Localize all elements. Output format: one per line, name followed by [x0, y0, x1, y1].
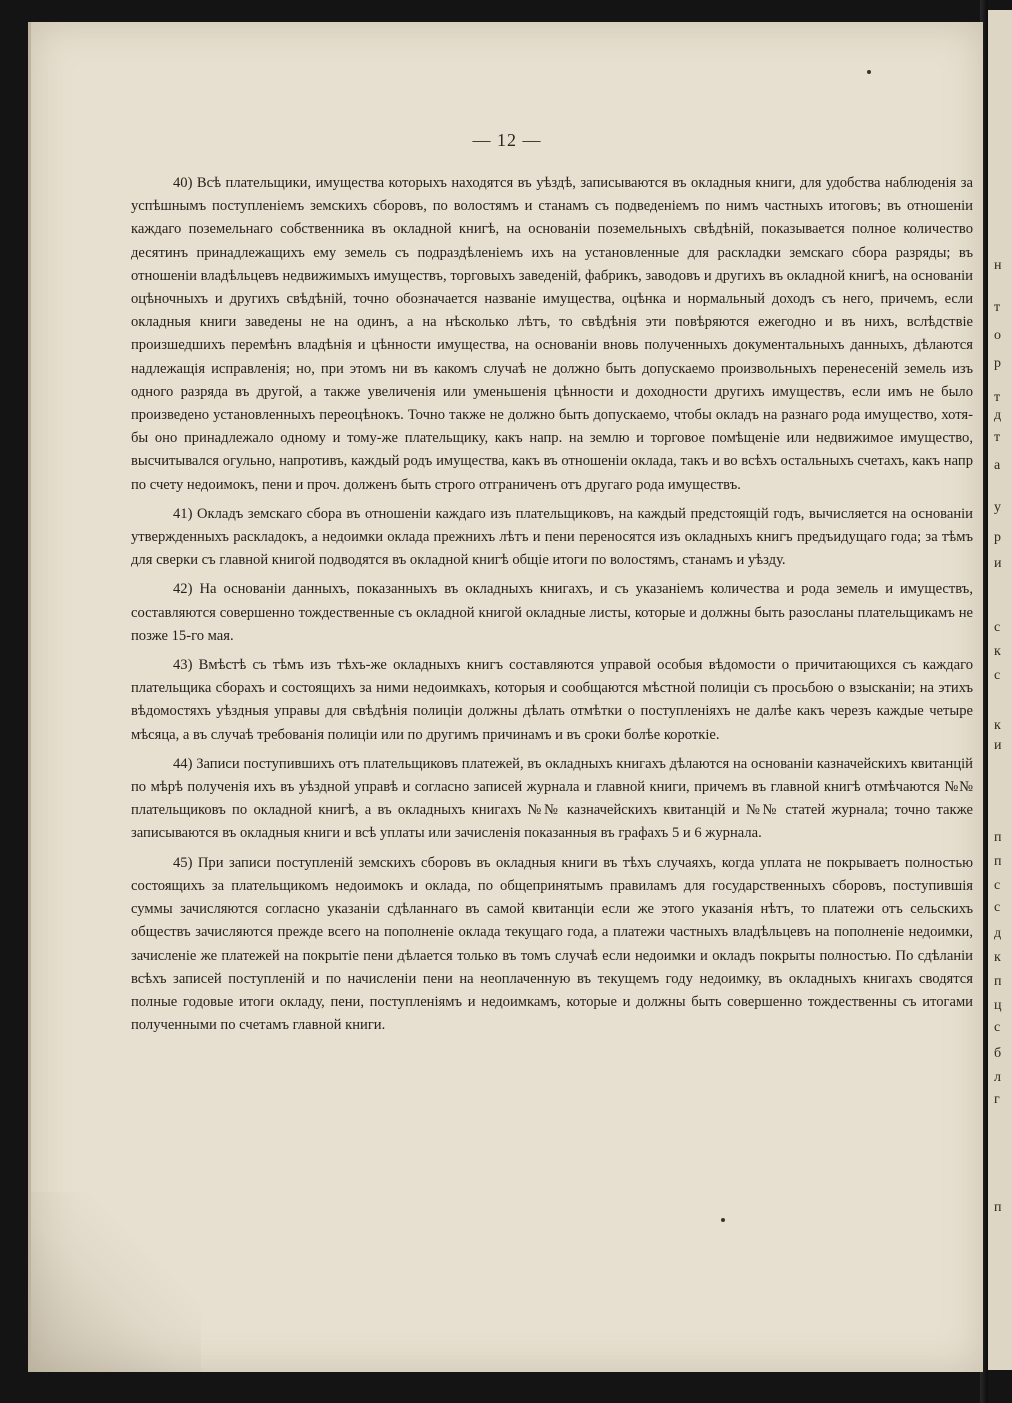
edge-letter: с [994, 900, 1001, 915]
edge-letter: р [994, 356, 1001, 371]
paragraph-42: 42) На основаніи данныхъ, показанныхъ въ окладныхъ книгахъ, и съ указаніемъ количества и рода земель и имуществъ, составляются совершенно тождественные съ окладной книгой окладные листы, которые и должны быть разосланы плательщикамъ не позже 15-го мая. [131, 581, 973, 644]
edge-letter: т [994, 430, 1001, 445]
edge-letter: п [994, 854, 1002, 869]
next-page-edge-letters [992, 10, 1012, 1370]
edge-letter: у [994, 500, 1001, 515]
edge-letter: д [994, 926, 1002, 941]
edge-letter: н [994, 258, 1002, 273]
edge-letter: и [994, 738, 1002, 753]
edge-letter: к [994, 950, 1001, 965]
next-page-edge [988, 10, 1012, 1370]
edge-letter: с [994, 878, 1001, 893]
edge-letter: с [994, 668, 1001, 683]
ink-spot [721, 1218, 725, 1222]
ink-spot [867, 70, 871, 74]
paragraph-45: 45) При записи поступленій земскихъ сборовъ въ окладныя книги въ тѣхъ случаяхъ, когда уплата не покрываетъ полностью состоящихъ за плательщикомъ недоимокъ и оклада, по общепринятымъ правиламъ для государственныхъ сборовъ, поступившія суммы зачисляются согласно указаніи сдѣланнаго въ самой квитанціи если же этого указанія нѣтъ, то платежи отъ сельскихъ обществъ зачисляются прежде всего на пополненіе оклада текущаго года, а платежи частныхъ владѣльцевъ на пополненіе недоимки, зачисленіе же платежей на покрытіе пени дѣлается только въ томъ случаѣ если недоимки и окладъ покрыты полностью. По сдѣланіи всѣхъ записей поступленій и по начисленіи пени на неоплаченную въ текущемъ году недоимку, въ окладныхъ книгахъ сводятся полные годовые итоги окладу, пени, поступленіямъ и недоимкамъ, которые и должны быть совершенно тождественны съ итогами полученными по счетамъ главной книги. [131, 854, 973, 1034]
paragraph-40: 40) Всѣ плательщики, имущества которыхъ находятся въ уѣздѣ, записываются въ окладныя книги, для удобства наблюденія за успѣшнымъ поступленіемъ земскихъ сборовъ, по волостямъ и станамъ съ подведеніемъ по нимъ частныхъ итоговъ; въ отношеніи каждаго поземельнаго собственника въ окладной книгѣ, на основаніи поземельныхъ свѣдѣній, показывается полное количество десятинъ принадлежащихъ ему земель съ подраздѣленіемъ ихъ на установленные для раскладки земскаго сбора разряды; въ отношеніи владѣльцевъ недвижимыхъ имуществъ, торговыхъ заведеній, фабрикъ, заводовъ и другихъ въ окладной книгѣ, на основаніи оцѣночныхъ и другихъ свѣдѣній, точно обозначается названіе имущества, оцѣнка и нормальный доходъ съ него, причемъ, если окладныя книги заведены не на одинъ, а на нѣсколько лѣтъ, то свѣдѣнія эти повѣряются ежегодно и въ нихъ, вслѣдствіе произшедшихъ перемѣнъ владѣнія и цѣнности имущества, на основаніи вновь полученныхъ документальныхъ данныхъ, дѣлаются надлежащія исправленія; но, при этомъ ни въ какомъ случаѣ не должно быть допускаемо произвольныхъ перенесеній земель изъ одного разряда въ другой, а также увеличенія или уменьшенія цѣнности и доходности другихъ имуществъ, если имъ не было произведено установленныхъ переоцѣнокъ. Точно также не должно быть допускаемо, чтобы окладъ на разнаго рода имущество, хотя-бы оно принадлежало одному и тому-же плательщику, какъ напр. на землю и торговое помѣщеніе или недвижимое имущество, высчитывался огульно, напротивъ, каждый родъ имущества, какъ въ отношеніи оклада, такъ и во всѣхъ остальныхъ счетахъ, какъ напр по счету недоимокъ, пени и проч. долженъ быть строго отграниченъ отъ другаго рода имуществъ. [131, 175, 973, 493]
edge-letter: б [994, 1046, 1002, 1061]
edge-letter: о [994, 328, 1001, 343]
edge-letter: и [994, 556, 1002, 571]
edge-letter: т [994, 390, 1001, 405]
edge-letter: т [994, 300, 1001, 315]
paragraph-43: 43) Вмѣстѣ съ тѣмъ изъ тѣхъ-же окладныхъ книгъ составляются управой особыя вѣдомости о причитающихся съ каждаго плательщика сборахъ и состоящихъ за ними недоимкахъ, которыя и сообщаются мѣстной полиціи съ просьбою о взысканіи; на этихъ вѣдомостяхъ уѣздныя управы для свѣдѣнія полиціи должны дѣлать отмѣтки о поступленіяхъ не далѣе какъ черезъ каждые четыре мѣсяца, а въ случаѣ требованія полиціи или по другимъ причинамъ и въ сроки болѣе короткіе. [131, 657, 973, 743]
edge-letter: с [994, 1020, 1001, 1035]
edge-letter: р [994, 530, 1001, 545]
edge-letter: д [994, 408, 1002, 423]
edge-letter: к [994, 644, 1001, 659]
paragraph-44: 44) Записи поступившихъ отъ плательщиковъ платежей, въ окладныхъ книгахъ дѣлаются на основаніи казначейскихъ квитанцій по мѣрѣ полученія ихъ въ уѣздной управѣ и согласно записей журнала и главной книги, причемъ въ главной книгѣ отмѣчаются №№ плательщиковъ по окладной книгѣ, а въ окладныхъ книгахъ №№ казначейскихъ квитанцій и №№ статей журнала; точно также записываются въ окладныя книги и всѣ уплаты или зачисленія показанныя въ графахъ 5 и 6 журнала. [131, 755, 973, 842]
edge-letter: п [994, 830, 1002, 845]
edge-letter: п [994, 974, 1002, 989]
edge-letter: ц [994, 998, 1002, 1013]
edge-letter: л [994, 1070, 1001, 1085]
edge-letter: к [994, 718, 1001, 733]
edge-letter: с [994, 620, 1001, 635]
document-page [28, 22, 983, 1372]
edge-letter: а [994, 458, 1001, 473]
body-text [131, 172, 973, 1043]
edge-letter: г [994, 1092, 1000, 1107]
edge-letter: п [994, 1200, 1002, 1215]
paragraph-41: 41) Окладъ земскаго сбора въ отношеніи каждаго изъ плательщиковъ, на каждый предстоящій годъ, вычисляется на основаніи утвержденныхъ раскладокъ, а недоимки оклада прежнихъ лѣтъ и пени переносятся изъ окладныхъ книгъ предъидущаго года; за тѣмъ для сверки съ главной книгой подводятся въ окладной книгѣ общіе итоги по волостямъ, станамъ и уѣзду. [131, 505, 973, 569]
page-number: — 12 — [472, 130, 542, 150]
